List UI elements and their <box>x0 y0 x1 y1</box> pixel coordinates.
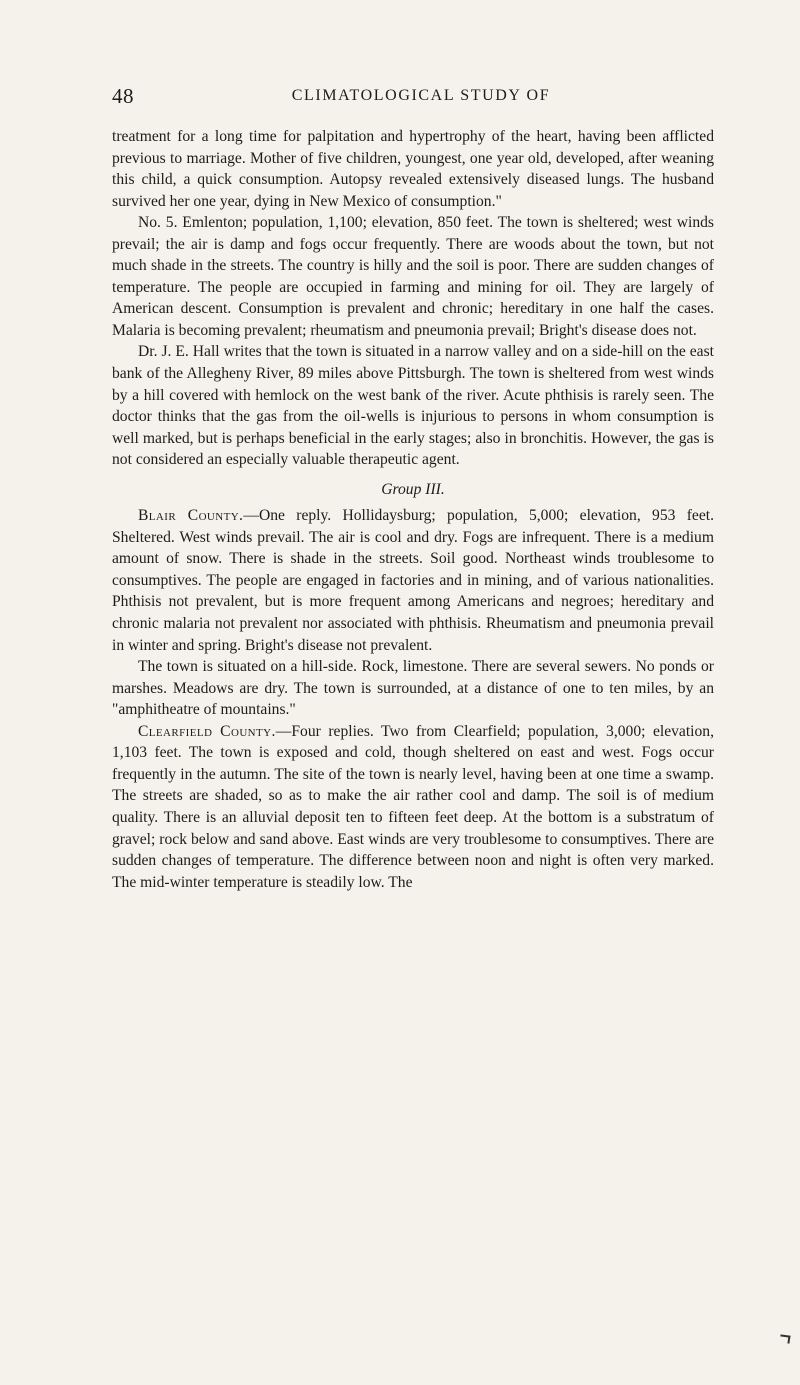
group-heading: Group III. <box>381 480 445 498</box>
county-name-blair: Blair County. <box>138 507 244 525</box>
paragraph-dr-hall: Dr. J. E. Hall writes that the town is situated in a narrow valley and on a side-hill on the east bank of the Allegheny River, 89 miles above Pittsburgh. The town is sheltered from west winds by a hill covered with hemlock on the west bank of the river. Acute phthisis is rarely seen. The doctor thinks that the gas from the oil-wells is injurious to persons in whom consumption is well marked, but is perhaps beneficial in the early stages; also in bronchitis. However, the gas is not considered an especially valuable therapeutic agent. <box>112 343 714 469</box>
paragraph-clearfield-county <box>112 721 714 893</box>
running-head <box>112 84 712 114</box>
page-number: 48 <box>112 84 134 108</box>
paragraph-clearfield-text: —Four replies. Two from Clearfield; population, 3,000; elevation, 1,103 feet. The town is exposed and cold, though sheltered on east and west. Fogs occur frequently in the autumn. The site of the town is nearly level, having been at one time a swamp. The streets are shaded, so as to make the air rather cool and damp. The soil is of medium quality. There is an alluvial deposit ten to fifteen feet deep. At the bottom is a substratum of gravel; rock below and sand above. East winds are very troublesome to consumptives. There are sudden changes of temperature. The difference between noon and night is often very marked. The mid-winter temperature is steadily low. The <box>112 722 714 891</box>
paragraph-town-situation: The town is situated on a hill-side. Rock, limestone. There are several sewers. No ponds or marshes. Meadows are dry. The town is surrounded, at a distance of one to ten miles, by an "amphitheatre of mountains." <box>112 658 714 719</box>
paragraph-emlenton: No. 5. Emlenton; population, 1,100; elevation, 850 feet. The town is sheltered; west winds prevail; the air is damp and fogs occur frequently. There are woods about the town, but not much shade in the streets. The country is hilly and the soil is poor. There are sudden changes of temperature. The people are occupied in farming and mining for oil. They are largely of American descent. Consumption is prevalent and chronic; hereditary in one half the cases. Malaria is becoming prevalent; rheumatism and pneumonia prevail; Bright's disease does not. <box>112 214 714 339</box>
county-name-clearfield: Clearfield County. <box>138 722 276 740</box>
running-title: CLIMATOLOGICAL STUDY OF <box>291 87 551 104</box>
paragraph-blair-county <box>112 505 714 656</box>
paragraph-continued: treatment for a long time for palpitation and hypertrophy of the heart, having been afflicted previous to marriage. Mother of five children, youngest, one year old, developed, after weaning this child, a quick consumption. Autopsy revealed extensively diseased lungs. The husband survived her one year, dying in New Mexico of consumption." <box>112 128 714 210</box>
body-text <box>112 126 714 893</box>
printer-mark <box>779 1334 790 1343</box>
paragraph-blair-text: —One reply. Hollidaysburg; population, 5,000; elevation, 953 feet. Sheltered. West winds prevail. The air is cool and dry. Fogs are infrequent. There is a medium amount of snow. There is shade in the streets. Soil good. Northeast winds troublesome to consumptives. The people are engaged in factories and in mining, and of various nationalities. Phthisis not prevalent, but is more frequent among Americans and negroes; hereditary and chronic malaria not prevalent nor associated with phthisis. Rheumatism and pneumonia prevail in winter and spring. Bright's disease not prevalent. <box>112 507 714 654</box>
